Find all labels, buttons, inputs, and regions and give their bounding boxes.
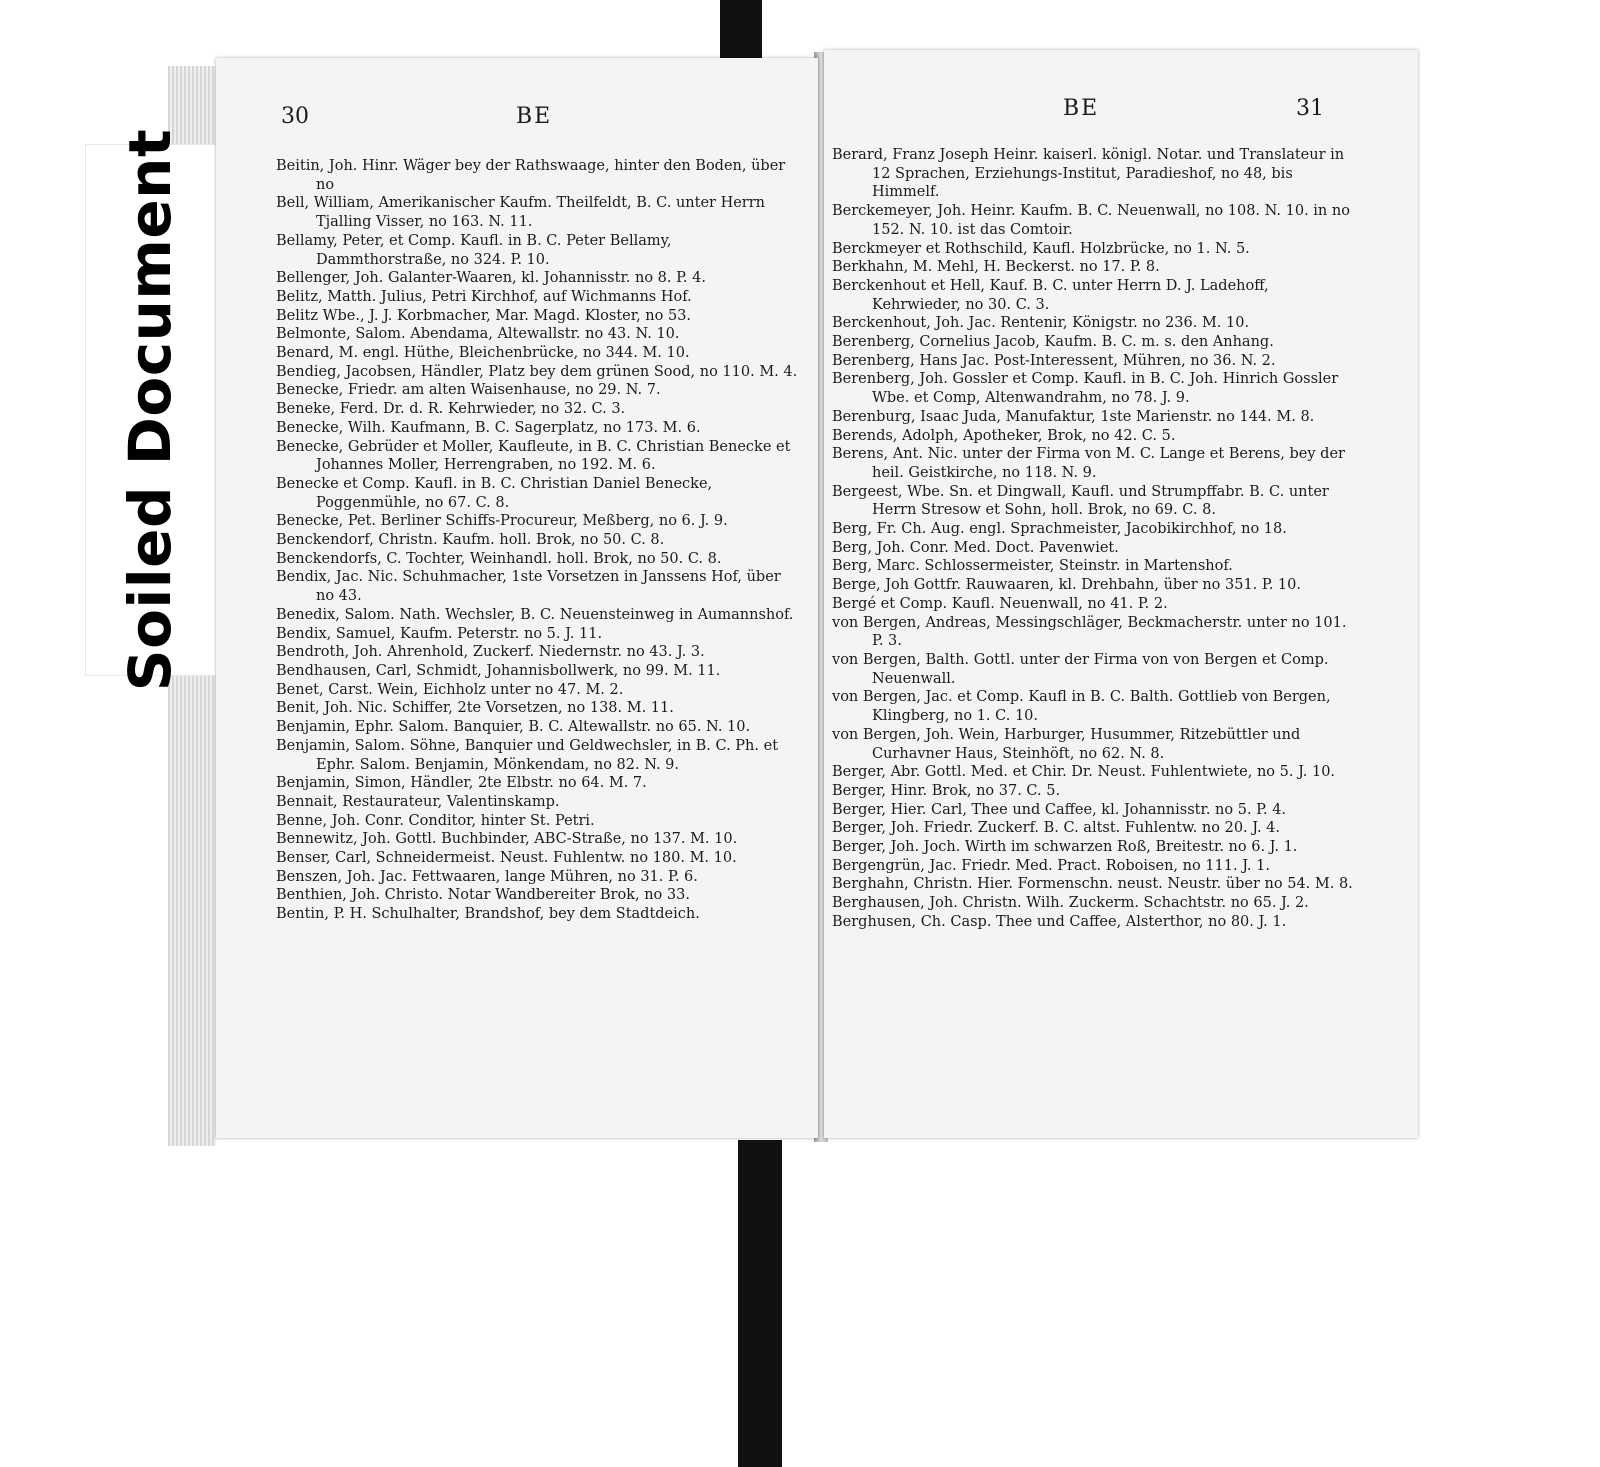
- directory-entry: Bellamy, Peter, et Comp. Kaufl. in B. C. Peter Bellamy, Dammthorstraße, no 324. P. 10.: [276, 232, 672, 268]
- directory-entry: Bennewitz, Joh. Gottl. Buchbinder, ABC-Straße, no 137. M. 10.: [276, 831, 738, 848]
- directory-entry: Berard, Franz Joseph Heinr. kaiserl. königl. Notar. und Translateur in 12 Sprachen, Erziehungs-Institut, Paradieshof, no 48, bis Himmelf.: [832, 147, 1345, 201]
- directory-entry: Berckmeyer et Rothschild, Kaufl. Holzbrücke, no 1. N. 5.: [832, 240, 1250, 257]
- directory-entry: Bennait, Restaurateur, Valentinskamp.: [276, 793, 560, 810]
- directory-entry: Benet, Carst. Wein, Eichholz unter no 47. M. 2.: [276, 681, 624, 698]
- directory-entry: Berkhahn, M. Mehl, H. Beckerst. no 17. P. 8.: [832, 259, 1160, 276]
- directory-entry: Berg, Fr. Ch. Aug. engl. Sprachmeister, Jacobikirchhof, no 18.: [832, 521, 1287, 538]
- right-page-header: BE: [1063, 96, 1100, 121]
- directory-entry: Benthien, Joh. Christo. Notar Wandbereiter Brok, no 33.: [276, 887, 690, 904]
- directory-entry: Berens, Ant. Nic. unter der Firma von M. C. Lange et Berens, bey der heil. Geistkirche, no 118. N. 9.: [832, 446, 1345, 481]
- directory-entry: Berger, Hinr. Brok, no 37. C. 5.: [832, 782, 1061, 799]
- directory-entry: Benecke, Gebrüder et Moller, Kaufleute, in B. C. Christian Benecke et Johannes Moller, Herrengraben, no 192. M. 6.: [276, 438, 791, 474]
- directory-entry: Benard, M. engl. Hüthe, Bleichenbrücke, no 344. M. 10.: [276, 345, 690, 362]
- directory-entry: Bergeest, Wbe. Sn. et Dingwall, Kaufl. und Strumpffabr. B. C. unter Herrn Stresow et Sohn, holl. Brok, no 69. C. 8.: [832, 483, 1329, 519]
- directory-entry: Benckendorf, Christn. Kaufm. holl. Brok, no 50. C. 8.: [276, 532, 665, 549]
- directory-entry: von Bergen, Joh. Wein, Harburger, Husummer, Ritzebüttler und Curhavner Haus, Steinhöft, no 62. N. 8.: [832, 726, 1301, 762]
- directory-entry: Bergengrün, Jac. Friedr. Med. Pract. Roboisen, no 111. J. 1.: [832, 857, 1270, 874]
- right-page-number: 31: [1296, 96, 1324, 121]
- directory-entry: Bendhausen, Carl, Schmidt, Johannisbollwerk, no 99. M. 11.: [276, 662, 721, 679]
- directory-entry: Berg, Joh. Conr. Med. Doct. Pavenwiet.: [832, 539, 1119, 556]
- directory-entry: Benjamin, Simon, Händler, 2te Elbstr. no 64. M. 7.: [276, 775, 647, 792]
- directory-entry: Bergé et Comp. Kaufl. Neuenwall, no 41. P. 2.: [832, 595, 1168, 612]
- directory-entry: Berger, Hier. Carl, Thee und Caffee, kl. Johannisstr. no 5. P. 4.: [832, 801, 1287, 818]
- directory-entry: Benecke, Pet. Berliner Schiffs-Procureur, Meßberg, no 6. J. 9.: [276, 513, 728, 530]
- directory-entry: Benjamin, Salom. Söhne, Banquier und Geldwechsler, in B. C. Ph. et Ephr. Salom. Benjamin, Mönkendam, no 82. N. 9.: [276, 737, 779, 773]
- directory-entry: Benszen, Joh. Jac. Fettwaaren, lange Mühren, no 31. P. 6.: [276, 868, 698, 885]
- directory-entry: Beneke, Ferd. Dr. d. R. Kehrwieder, no 32. C. 3.: [276, 401, 626, 418]
- directory-entry: Benser, Carl, Schneidermeist. Neust. Fuhlentw. no 180. M. 10.: [276, 850, 737, 867]
- binding-strip-bottom: [738, 1140, 782, 1467]
- directory-entry: Benne, Joh. Conr. Conditor, hinter St. Petri.: [276, 812, 595, 829]
- left-page-header: BE: [516, 104, 553, 129]
- directory-entry: von Bergen, Andreas, Messingschläger, Beckmacherstr. unter no 101. P. 3.: [832, 614, 1347, 650]
- directory-entry: Belmonte, Salom. Abendama, Altewallstr. no 43. N. 10.: [276, 326, 680, 343]
- soiled-document-label: Soiled Document: [116, 128, 184, 692]
- directory-entry: Bendix, Jac. Nic. Schuhmacher, 1ste Vorsetzen in Janssens Hof, über no 43.: [276, 569, 781, 605]
- directory-entry: Berckemeyer, Joh. Heinr. Kaufm. B. C. Neuenwall, no 108. N. 10. in no 152. N. 10. ist das Comtoir.: [832, 203, 1350, 238]
- right-entry-list: [832, 146, 1360, 932]
- directory-entry: Bendroth, Joh. Ahrenhold, Zuckerf. Niedernstr. no 43. J. 3.: [276, 644, 705, 661]
- directory-entry: von Bergen, Jac. et Comp. Kaufl in B. C. Balth. Gottlieb von Bergen, Klingberg, no 1. C. 10.: [832, 689, 1331, 725]
- directory-entry: Benecke, Wilh. Kaufmann, B. C. Sagerplatz, no 173. M. 6.: [276, 419, 701, 436]
- directory-entry: Benit, Joh. Nic. Schiffer, 2te Vorsetzen, no 138. M. 11.: [276, 700, 674, 717]
- directory-entry: Benedix, Salom. Nath. Wechsler, B. C. Neuensteinweg in Aumannshof.: [276, 606, 794, 623]
- directory-entry: Beitin, Joh. Hinr. Wäger bey der Rathswaage, hinter den Boden, über no: [276, 158, 786, 193]
- directory-entry: Berckenhout, Joh. Jac. Rentenir, Königstr. no 236. M. 10.: [832, 315, 1250, 332]
- directory-entry: Bentin, P. H. Schulhalter, Brandshof, bey dem Stadtdeich.: [276, 906, 700, 923]
- directory-entry: von Bergen, Balth. Gottl. unter der Firma von von Bergen et Comp. Neuenwall.: [832, 651, 1329, 687]
- directory-entry: Bendix, Samuel, Kaufm. Peterstr. no 5. J. 11.: [276, 625, 603, 642]
- directory-entry: Berghahn, Christn. Hier. Formenschn. neust. Neustr. über no 54. M. 8.: [832, 876, 1353, 893]
- directory-entry: Bellenger, Joh. Galanter-Waaren, kl. Johannisstr. no 8. P. 4.: [276, 270, 706, 287]
- directory-entry: Benecke, Friedr. am alten Waisenhause, no 29. N. 7.: [276, 382, 661, 399]
- directory-entry: Berg, Marc. Schlossermeister, Steinstr. in Martenshof.: [832, 558, 1233, 575]
- directory-entry: Berckenhout et Hell, Kauf. B. C. unter Herrn D. J. Ladehoff, Kehrwieder, no 30. C. 3.: [832, 277, 1269, 313]
- directory-entry: Berge, Joh Gottfr. Rauwaaren, kl. Drehbahn, über no 351. P. 10.: [832, 577, 1301, 594]
- directory-entry: Berger, Abr. Gottl. Med. et Chir. Dr. Neust. Fuhlentwiete, no 5. J. 10.: [832, 764, 1336, 781]
- directory-entry: Bell, William, Amerikanischer Kaufm. Theilfeldt, B. C. unter Herrn Tjalling Visser, no 163. N. 11.: [276, 195, 765, 231]
- directory-entry: Berger, Joh. Friedr. Zuckerf. B. C. altst. Fuhlentw. no 20. J. 4.: [832, 820, 1281, 837]
- directory-entry: Berger, Joh. Joch. Wirth im schwarzen Roß, Breitestr. no 6. J. 1.: [832, 839, 1298, 856]
- directory-entry: Berghausen, Joh. Christn. Wilh. Zuckerm. Schachtstr. no 65. J. 2.: [832, 895, 1309, 912]
- directory-entry: Benckendorfs, C. Tochter, Weinhandl. holl. Brok, no 50. C. 8.: [276, 550, 722, 567]
- directory-entry: Berends, Adolph, Apotheker, Brok, no 42. C. 5.: [832, 427, 1176, 444]
- directory-entry: Berenburg, Isaac Juda, Manufaktur, 1ste Marienstr. no 144. M. 8.: [832, 408, 1315, 425]
- directory-entry: Berghusen, Ch. Casp. Thee und Caffee, Alsterthor, no 80. J. 1.: [832, 913, 1287, 930]
- directory-entry: Benecke et Comp. Kaufl. in B. C. Christian Daniel Benecke, Poggenmühle, no 67. C. 8.: [276, 475, 713, 511]
- left-entry-list: [276, 157, 798, 924]
- directory-entry: Belitz, Matth. Julius, Petri Kirchhof, auf Wichmanns Hof.: [276, 288, 692, 305]
- directory-entry: Benjamin, Ephr. Salom. Banquier, B. C. Altewallstr. no 65. N. 10.: [276, 719, 751, 736]
- left-page-number: 30: [281, 104, 309, 129]
- directory-entry: Bendieg, Jacobsen, Händler, Platz bey dem grünen Sood, no 110. M. 4.: [276, 363, 798, 380]
- directory-entry: Belitz Wbe., J. J. Korbmacher, Mar. Magd. Kloster, no 53.: [276, 307, 692, 324]
- directory-entry: Berenberg, Cornelius Jacob, Kaufm. B. C. m. s. den Anhang.: [832, 334, 1274, 351]
- directory-entry: Berenberg, Joh. Gossler et Comp. Kaufl. in B. C. Joh. Hinrich Gossler Wbe. et Comp, Altenwandrahm, no 78. J. 9.: [832, 371, 1339, 407]
- directory-entry: Berenberg, Hans Jac. Post-Interessent, Mühren, no 36. N. 2.: [832, 352, 1276, 369]
- binding-strip-top: [720, 0, 762, 60]
